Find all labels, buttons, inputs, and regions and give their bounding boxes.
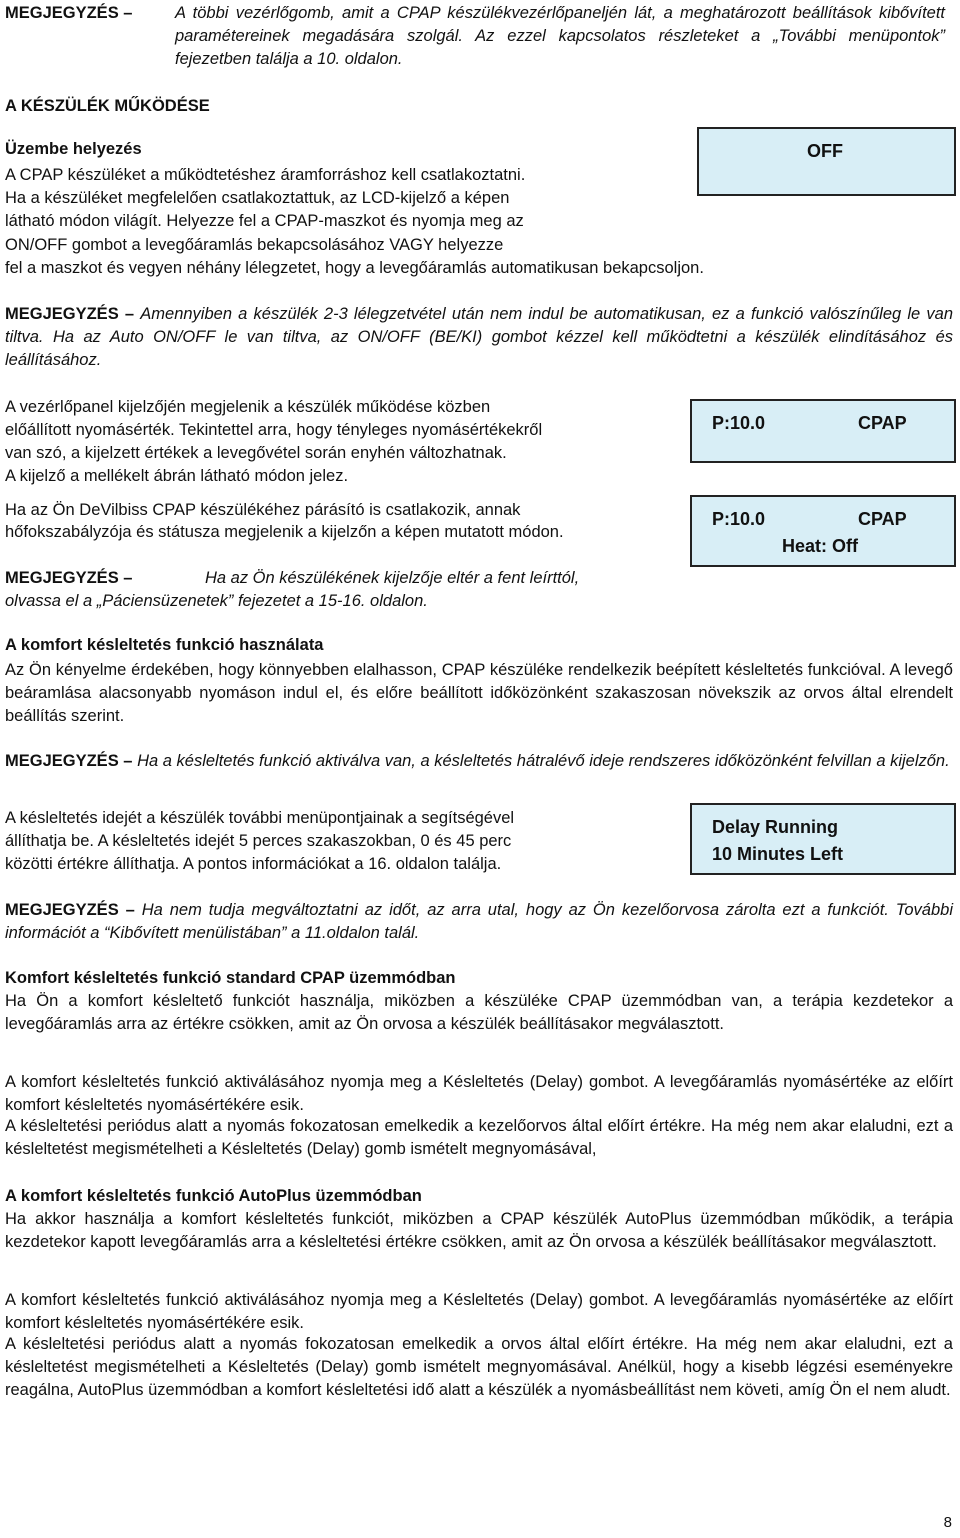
lcd-display-delay	[690, 803, 956, 875]
standard-p1: Ha Ön a komfort késleltető funkciót használja, miközben a készüléke CPAP üzemmódban van, a terápia kezdetekor a levegőáramlás arra az értékre csökken, amit az Ön orvosa a készülék beállításakor megválasztott.	[5, 992, 953, 1033]
startup-line-3: látható módon világít. Helyezze fel a CPAP-maszkot és nyomja meg az	[5, 212, 524, 230]
pressure-line-4: A kijelző a mellékelt ábrán látható módon jelez.	[5, 467, 349, 485]
autoplus-p2: A komfort késleltetés funkció aktiválásához nyomja meg a Késleltetés (Delay) gombot. A levegőáramlás nyomásértéke az előírt komfort késleltetés nyomásértékére esik.	[5, 1291, 953, 1332]
autoplus-p1: Ha akkor használja a komfort késleltetés funkciót, miközben a CPAP készülék AutoPlus üzemmódban működik, a terápia kezdetekor kapott levegőáramlás arra a késleltetési értékre csökken, amit az Ön orvosa a készülék beállításakor megválasztott.	[5, 1210, 953, 1251]
lcd-pressure-value: P:10.0	[712, 413, 766, 433]
note-4-label: MEGJEGYZÉS	[5, 752, 119, 770]
note-5: MEGJEGYZÉS – Ha nem tudja megváltoztatni az időt, az arra utal, hogy az Ön kezelőorvosa zárolta ezt a funkciót. További információt a “Kibővített menülistában” a 11.oldalon talál.	[5, 901, 953, 942]
lcd-display-pressure	[690, 399, 956, 463]
autoplus-heading: A komfort késleltetés funkció AutoPlus üzemmódban	[5, 1187, 422, 1205]
startup-line-2: Ha a készüléket megfelelően csatlakoztattuk, az LCD-kijelző a képen	[5, 189, 510, 207]
comfort-heading: A komfort késleltetés funkció használata	[5, 636, 324, 654]
lcd-heat-mode: CPAP	[858, 509, 907, 529]
lcd-delay-line-2: 10 Minutes Left	[712, 844, 844, 864]
note-2-label: MEGJEGYZÉS	[5, 305, 119, 323]
autoplus-p3: A késleltetési periódus alatt a nyomás fokozatosan emelkedik a orvos által előírt értékre. Ha még nem akar elaludni, ezt a késleltetést megismételheti a Késleltetés (Delay) gomb ismételt megnyomásával. Anélkül, hogy a kisebb légzési eseményekre reagálna, AutoPlus üzemmódban a komfort késleltetési idő alatt a készülék a nyomásbeállítást nem követi, amíg Ön el nem aludt.	[5, 1335, 953, 1399]
standard-heading: Komfort késleltetés funkció standard CPAP üzemmódban	[5, 969, 456, 987]
note-2-text: Amennyiben a készülék 2-3 lélegzetvétel után nem indul be automatikusan, ez a funkció valószínűleg le van tiltva. Ha az Auto ON/OFF le van tiltva, az ON/OFF (BE/KI) gombot kézzel kell működtetni a készülék elindításához és leállításához.	[5, 305, 953, 369]
startup-line-5: fel a maszkot és vegyen néhány lélegzetet, hogy a levegőáramlás automatikusan bekapcsoljon.	[5, 259, 704, 277]
note-5-label: MEGJEGYZÉS	[5, 901, 119, 919]
pressure-line-3: van szó, a kijelzett értékek a levegővétel során enyhén változhatnak.	[5, 444, 507, 462]
delay-line-2: állíthatja be. A késleltetés idejét 5 perces szakaszokban, 0 és 45 perc	[5, 832, 512, 850]
startup-heading: Üzembe helyezés	[5, 140, 142, 158]
note-4: MEGJEGYZÉS – Ha a késleltetés funkció aktiválva van, a késleltetés hátralévő ideje rendszeres időközönként felvillan a kijelzőn.	[5, 752, 950, 770]
note-3-text-1: Ha az Ön készülékének kijelzője eltér a fent leírttól,	[205, 569, 580, 587]
standard-p2: A komfort késleltetés funkció aktiválásához nyomja meg a Késleltetés (Delay) gombot. A levegőáramlás nyomásértéke az előírt komfort késleltetés nyomásértékére esik.	[5, 1073, 953, 1114]
note-2: MEGJEGYZÉS – Amennyiben a készülék 2-3 lélegzetvétel után nem indul be automatikusan, ez a funkció valószínűleg le van tiltva. Ha az Auto ON/OFF le van tiltva, az ON/OFF (BE/KI) gombot kézzel kell működtetni a készülék elindításához és leállításához.	[5, 305, 953, 369]
lcd-heat-status: Heat: Off	[782, 536, 858, 556]
humidifier-line-2: hőfokszabályzója és státusza megjelenik a kijelzőn a képen mutatott módon.	[5, 523, 564, 541]
note-5-text: Ha nem tudja megváltoztatni az időt, az arra utal, hogy az Ön kezelőorvosa zárolta ezt a funkciót. További információt a “Kibővített menülistában” a 11.oldalon talál.	[5, 901, 953, 942]
pressure-line-2: előállított nyomásérték. Tekintettel arra, hogy tényleges nyomásértékekről	[5, 421, 543, 439]
lcd-heat-pressure: P:10.0	[712, 509, 766, 529]
note-3-line-2: olvassa el a „Páciensüzenetek” fejezetet a 15-16. oldalon.	[5, 592, 428, 610]
note-1-text: A többi vezérlőgomb, amit a CPAP készülékvezérlőpaneljén lát, a meghatározott beállítások kibővített paramétereinek megadására szolgál. Az ezzel kapcsolatos részleteket a „További menüpontok” fejezetben találja a 10. oldalon.	[175, 4, 945, 68]
humidifier-line-1: Ha az Ön DeVilbiss CPAP készülékéhez párásító is csatlakozik, annak	[5, 501, 521, 519]
delay-line-1: A késleltetés idejét a készülék további menüpontjainak a segítségével	[5, 809, 515, 827]
delay-line-3: közötti értékre állíthatja. A pontos információkat a 16. oldalon találja.	[5, 855, 502, 873]
lcd-display-off	[697, 127, 956, 196]
comfort-text: Az Ön kényelme érdekében, hogy könnyebben elalhasson, CPAP készüléke rendelkezik beépített késleltetés funkcióval. A levegő beáramlása alacsonyabb nyomáson indul el, és előre beállított időközönként szakaszosan növekszik az orvos által elrendelt beállítás szerint.	[5, 661, 953, 725]
lcd-display-heat	[690, 495, 956, 567]
note-3-label: MEGJEGYZÉS	[5, 569, 119, 587]
section-title: A KÉSZÜLÉK MŰKÖDÉSE	[5, 97, 210, 115]
lcd-off-text: OFF	[807, 141, 843, 161]
standard-p3: A késleltetési periódus alatt a nyomás fokozatosan emelkedik a kezelőorvos által előírt értékre. Ha még nem akar elaludni, ezt a késleltetést megismételheti a Késleltetés (Delay) gomb ismételt megnyomásával,	[5, 1117, 953, 1158]
note-1-label: MEGJEGYZÉS	[5, 4, 119, 22]
note-4-text: Ha a késleltetés funkció aktiválva van, a késleltetés hátralévő ideje rendszeres időközönként felvillan a kijelzőn.	[137, 752, 950, 770]
lcd-mode: CPAP	[858, 413, 907, 433]
lcd-delay-line-1: Delay Running	[712, 817, 839, 837]
page-number: 8	[943, 1514, 952, 1531]
pressure-line-1: A vezérlőpanel kijelzőjén megjelenik a készülék működése közben	[5, 398, 491, 416]
note-1: MEGJEGYZÉS – A többi vezérlőgomb, amit a CPAP készülékvezérlőpaneljén lát, a meghatározott beállítások kibővített paramétereinek megadására szolgál. Az ezzel kapcsolatos részleteket a „További menüpontok” fejezetben találja a 10. oldalon.	[5, 2, 953, 71]
startup-line-1: A CPAP készüléket a működtetéshez áramforráshoz kell csatlakoztatni.	[5, 166, 526, 184]
startup-line-4: ON/OFF gombot a levegőáramlás bekapcsolásához VAGY helyezze	[5, 236, 504, 254]
note-3-line-1: MEGJEGYZÉS – Ha az Ön készülékének kijelzője eltér a fent leírttól,	[5, 569, 580, 587]
